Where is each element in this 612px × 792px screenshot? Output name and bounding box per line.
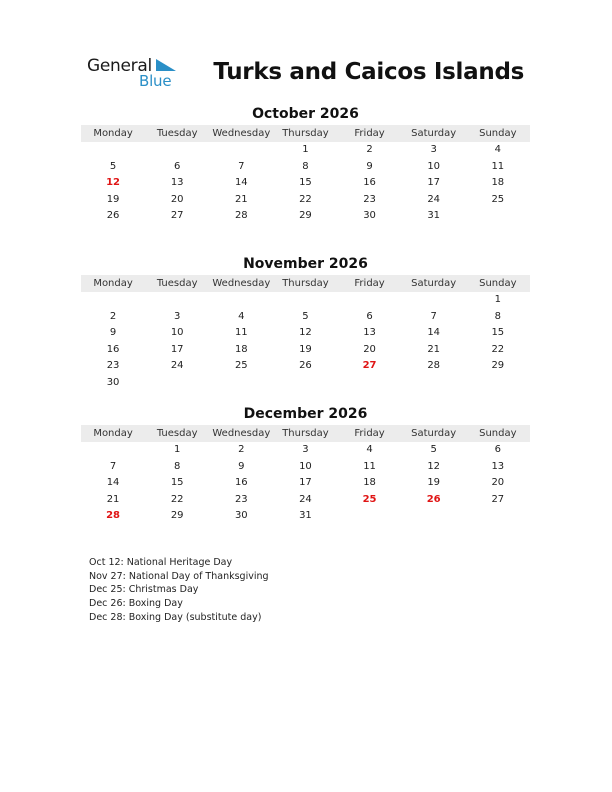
week-row: [81, 325, 530, 342]
weekday-label: Thursday: [282, 428, 329, 439]
day-cell: 3: [302, 444, 309, 455]
day-cell: 9: [366, 160, 373, 172]
empty-day-cell: [402, 375, 466, 392]
day-cell: 29: [491, 360, 505, 371]
holiday-notes: [89, 556, 269, 624]
weekday-label: Sunday: [479, 428, 517, 439]
day-cell: 15: [491, 327, 505, 338]
empty-day-cell: [466, 375, 530, 392]
day-cell: 22: [170, 493, 184, 505]
weekday-label: Friday: [354, 278, 385, 289]
day-cell: 31: [299, 510, 312, 521]
logo-word-general: General: [87, 56, 152, 76]
empty-day-cell: [273, 292, 337, 309]
day-cell: 4: [238, 310, 245, 322]
day-cell: 21: [106, 493, 120, 505]
day-cell: 4: [494, 144, 501, 155]
day-cell: 20: [491, 477, 505, 488]
day-cell: 17: [170, 343, 184, 355]
weekday-label: Monday: [93, 128, 133, 139]
week-row: [81, 358, 530, 375]
day-cell: 24: [299, 493, 312, 505]
empty-day-cell: [338, 375, 402, 392]
day-cell: 7: [109, 460, 117, 472]
day-cell: 18: [491, 177, 505, 188]
weekday-header: [81, 125, 530, 142]
day-cell: 8: [174, 460, 181, 472]
day-cell: 5: [302, 310, 309, 322]
page-title: Turks and Caicos Islands: [213, 59, 524, 85]
empty-day-cell: [81, 442, 145, 459]
week-row: [81, 292, 530, 309]
day-cell: 6: [174, 160, 181, 172]
weekday-label: Tuesday: [156, 428, 198, 439]
day-cell: 10: [170, 327, 184, 338]
day-cell: 30: [106, 376, 120, 388]
weekday-label: Monday: [93, 278, 133, 289]
week-row: [81, 475, 530, 492]
empty-day-cell: [145, 292, 209, 309]
day-cell: 13: [363, 327, 376, 338]
day-cell: 14: [427, 327, 441, 338]
empty-day-cell: [209, 292, 273, 309]
weekday-label: Sunday: [479, 278, 517, 289]
week-row: [81, 459, 530, 476]
logo-triangle-icon: [156, 59, 176, 71]
day-cell: 18: [363, 477, 376, 488]
day-cell: 3: [430, 144, 437, 155]
logo: [87, 56, 187, 92]
empty-day-cell: [145, 375, 209, 392]
empty-day-cell: [81, 142, 145, 159]
week-row: [81, 442, 530, 459]
week-row: [81, 208, 530, 225]
holiday-note: Dec 28: Boxing Day (substitute day): [89, 611, 262, 623]
day-cell: 17: [299, 477, 312, 488]
day-cell: 8: [494, 310, 501, 322]
day-cell: 14: [106, 477, 120, 488]
day-cell: 27: [362, 360, 377, 371]
day-cell: 10: [427, 160, 441, 172]
day-cell: 13: [491, 460, 505, 472]
day-cell: 23: [106, 360, 120, 371]
day-cell: 31: [427, 210, 441, 221]
day-cell: 7: [238, 160, 245, 172]
week-row: [81, 159, 530, 176]
weekday-label: Wednesday: [212, 278, 271, 289]
day-cell: 15: [170, 477, 184, 488]
weekday-label: Wednesday: [212, 128, 271, 139]
day-cell: 24: [427, 193, 441, 205]
day-cell: 29: [170, 510, 184, 521]
day-cell: 28: [106, 510, 121, 521]
weekday-label: Saturday: [411, 428, 457, 439]
day-cell: 10: [299, 460, 312, 472]
weekday-label: Friday: [354, 428, 385, 439]
day-cell: 13: [170, 177, 184, 188]
day-cell: 25: [362, 493, 377, 505]
day-cell: 7: [430, 310, 437, 322]
weekday-label: Monday: [93, 428, 133, 439]
day-cell: 12: [427, 460, 441, 472]
day-cell: 9: [238, 460, 245, 472]
day-cell: 23: [363, 193, 376, 205]
month-november: [81, 254, 530, 391]
day-cell: 6: [494, 444, 501, 455]
weekday-label: Tuesday: [156, 278, 198, 289]
day-cell: 2: [238, 444, 245, 455]
day-cell: 27: [170, 210, 184, 221]
weekday-label: Sunday: [479, 128, 517, 139]
day-cell: 8: [302, 160, 309, 172]
day-cell: 17: [427, 177, 441, 188]
day-cell: 26: [106, 210, 120, 221]
day-cell: 2: [109, 310, 117, 322]
day-cell: 25: [491, 193, 505, 205]
holiday-note: Nov 27: National Day of Thanksgiving: [89, 570, 269, 582]
day-cell: 20: [170, 193, 184, 205]
day-cell: 11: [234, 327, 248, 338]
weekday-label: Wednesday: [212, 428, 271, 439]
weekday-label: Friday: [354, 128, 385, 139]
day-cell: 21: [427, 343, 441, 355]
day-cell: 23: [234, 493, 248, 505]
day-cell: 20: [363, 343, 376, 355]
day-cell: 26: [299, 360, 312, 371]
week-row: [81, 375, 530, 392]
month-title: October 2026: [252, 106, 359, 122]
day-cell: 16: [363, 177, 376, 188]
empty-day-cell: [81, 292, 145, 309]
empty-day-cell: [209, 375, 273, 392]
day-cell: 14: [234, 177, 248, 188]
holiday-note: Dec 25: Christmas Day: [89, 584, 199, 596]
weekday-label: Saturday: [411, 278, 457, 289]
day-cell: 22: [491, 343, 505, 355]
month-october: [81, 104, 530, 225]
empty-day-cell: [273, 375, 337, 392]
week-row: [81, 309, 530, 326]
day-cell: 5: [109, 160, 117, 172]
week-row: [81, 142, 530, 159]
day-cell: 30: [363, 210, 376, 221]
empty-day-cell: [338, 508, 402, 525]
day-cell: 5: [430, 444, 437, 455]
day-cell: 22: [299, 193, 312, 205]
day-cell: 11: [491, 160, 505, 172]
weekday-label: Thursday: [282, 128, 329, 139]
day-cell: 11: [363, 460, 376, 472]
holiday-note: Oct 12: National Heritage Day: [89, 557, 233, 568]
empty-day-cell: [209, 142, 273, 159]
day-cell: 24: [170, 360, 184, 371]
day-cell: 4: [366, 444, 373, 455]
day-cell: 16: [234, 477, 248, 488]
day-cell: 28: [427, 360, 441, 371]
day-cell: 1: [494, 294, 501, 305]
week-row: [81, 192, 530, 209]
day-cell: 25: [234, 360, 248, 371]
day-cell: 19: [299, 343, 312, 355]
weekday-label: Saturday: [411, 128, 457, 139]
weekday-header: [81, 425, 530, 442]
holiday-note: Dec 26: Boxing Day: [89, 598, 183, 610]
logo-word-blue: Blue: [139, 72, 172, 90]
empty-day-cell: [402, 292, 466, 309]
weekday-header: [81, 275, 530, 292]
day-cell: 1: [174, 444, 181, 455]
week-row: [81, 492, 530, 509]
day-cell: 2: [366, 144, 373, 155]
day-cell: 21: [234, 193, 248, 205]
day-cell: 26: [426, 493, 441, 505]
day-cell: 18: [234, 343, 248, 355]
month-title: December 2026: [243, 406, 368, 422]
empty-day-cell: [466, 208, 530, 225]
empty-day-cell: [145, 142, 209, 159]
empty-day-cell: [338, 292, 402, 309]
day-cell: 12: [106, 177, 121, 188]
day-cell: 30: [234, 510, 248, 521]
day-cell: 19: [427, 477, 441, 488]
week-row: [81, 508, 530, 525]
weekday-label: Thursday: [282, 278, 329, 289]
day-cell: 27: [491, 493, 505, 505]
day-cell: 3: [174, 310, 181, 322]
day-cell: 1: [302, 144, 309, 155]
day-cell: 15: [299, 177, 312, 188]
week-row: [81, 175, 530, 192]
day-cell: 9: [109, 327, 117, 338]
week-row: [81, 342, 530, 359]
day-cell: 19: [106, 193, 120, 205]
month-title: November 2026: [243, 256, 368, 272]
empty-day-cell: [402, 508, 466, 525]
day-cell: 6: [366, 310, 373, 322]
day-cell: 16: [106, 343, 120, 355]
day-cell: 28: [234, 210, 248, 221]
month-december: [81, 404, 530, 525]
weekday-label: Tuesday: [156, 128, 198, 139]
day-cell: 12: [299, 327, 312, 338]
day-cell: 29: [299, 210, 312, 221]
empty-day-cell: [466, 508, 530, 525]
